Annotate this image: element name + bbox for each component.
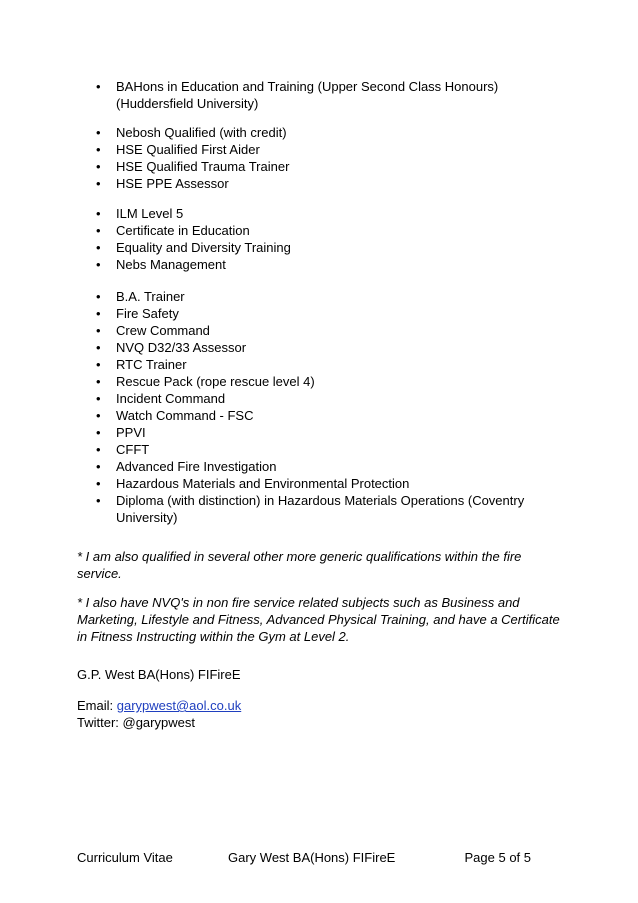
list-item: • BAHons in Education and Training (Upper Second Class Honours) (Huddersfield University) — [96, 78, 536, 112]
list-item: • B.A. Trainer — [96, 288, 536, 305]
list-item: • Fire Safety — [96, 305, 536, 322]
signature-name: G.P. West BA(Hons) FIFireE — [77, 667, 241, 682]
list-item: • Crew Command — [96, 322, 536, 339]
list-item: • Equality and Diversity Training — [96, 239, 536, 256]
list-item: • Certificate in Education — [96, 222, 536, 239]
list-item: • Nebs Management — [96, 256, 536, 273]
email-link[interactable]: garypwest@aol.co.uk — [116, 698, 242, 713]
footer-author: Gary West BA(Hons) FIFireE — [228, 850, 396, 865]
list-item: • Diploma (with distinction) in Hazardous Materials Operations (Coventry University) — [96, 492, 536, 526]
note-nvq-qualifications: * I also have NVQ's in non fire service related subjects such as Business and Marketing, Lifestyle and Fitness, Advanced Physical Training, and have a Certificate in Fitness Instructing within the Gym at Level 2. — [77, 595, 560, 644]
qualification-list-health-safety — [96, 124, 536, 192]
list-item: • RTC Trainer — [96, 356, 536, 373]
email-line — [77, 697, 241, 714]
qualification-list-degree — [96, 78, 536, 112]
footer-document-title: Curriculum Vitae — [77, 850, 173, 865]
page-footer — [77, 850, 531, 867]
list-item: • CFFT — [96, 441, 536, 458]
list-item: • Nebosh Qualified (with credit) — [96, 124, 536, 141]
footer-page-number: Page 5 of 5 — [464, 850, 531, 865]
list-item: • Incident Command — [96, 390, 536, 407]
list-item: • HSE Qualified First Aider — [96, 141, 536, 158]
note-generic-qualifications: * I am also qualified in several other more generic qualifications within the fire service. — [77, 549, 522, 581]
qualification-list-management — [96, 205, 536, 273]
email-label: Email: — [77, 698, 117, 713]
qualification-list-fire-service — [96, 288, 536, 526]
list-item: • NVQ D32/33 Assessor — [96, 339, 536, 356]
list-item: • Advanced Fire Investigation — [96, 458, 536, 475]
list-item: • PPVI — [96, 424, 536, 441]
list-item: • HSE PPE Assessor — [96, 175, 536, 192]
list-item: • Hazardous Materials and Environmental Protection — [96, 475, 536, 492]
list-item: • Rescue Pack (rope rescue level 4) — [96, 373, 536, 390]
list-item: • HSE Qualified Trauma Trainer — [96, 158, 536, 175]
list-item: • Watch Command - FSC — [96, 407, 536, 424]
twitter-line: Twitter: @garypwest — [77, 715, 195, 730]
contact-block — [77, 697, 241, 731]
list-item: • ILM Level 5 — [96, 205, 536, 222]
